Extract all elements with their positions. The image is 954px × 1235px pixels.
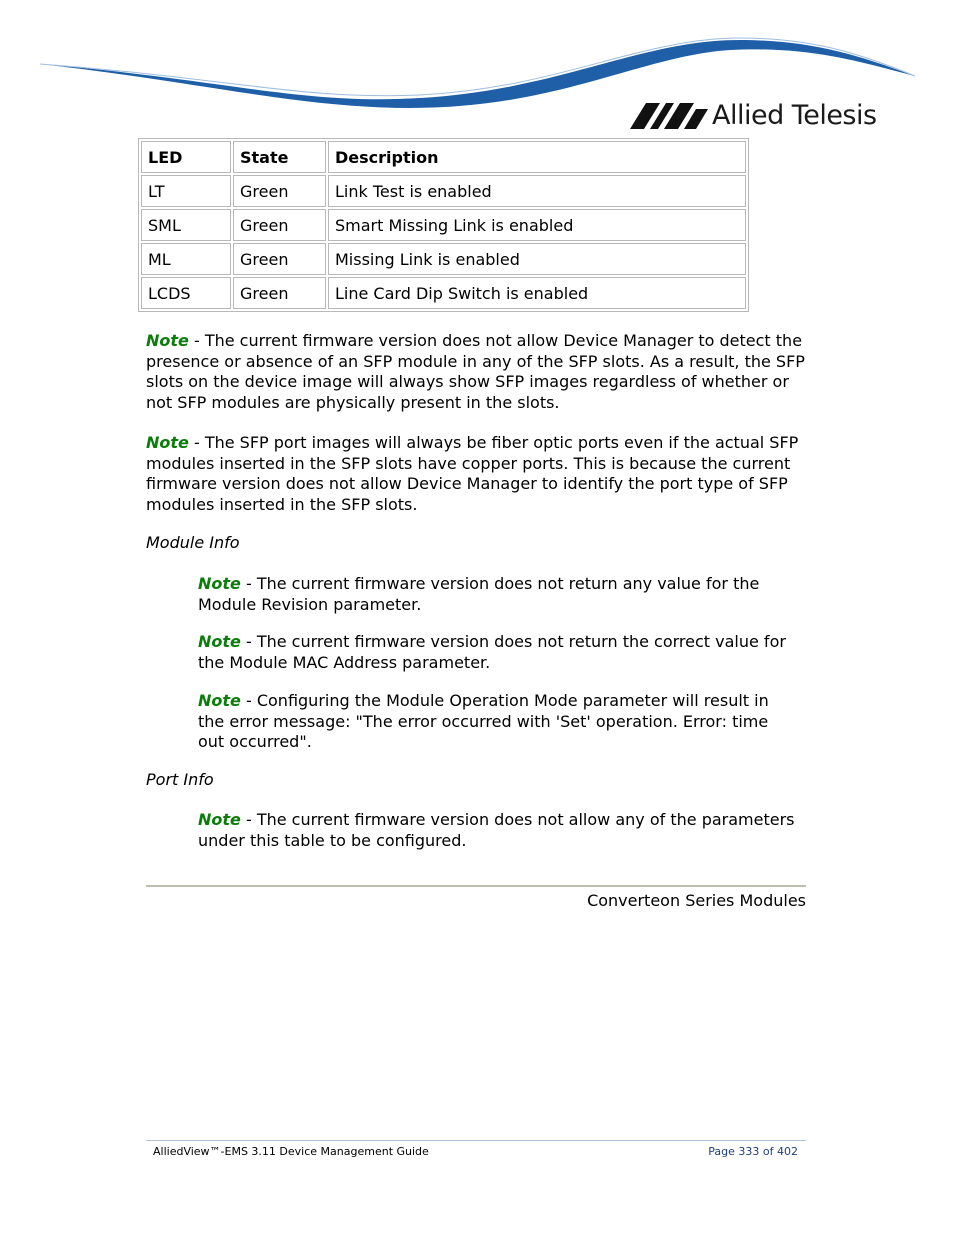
table-cell: Line Card Dip Switch is enabled — [328, 277, 746, 309]
note-text: - The current firmware version does not return any value for the Module Revision parameter. — [198, 574, 760, 614]
footer-guide-title: AlliedView™-EMS 3.11 Device Management Guide — [153, 1145, 429, 1158]
table-cell: SML — [141, 209, 231, 241]
subhead-port-info: Port Info — [146, 770, 214, 789]
note-port-info — [198, 810, 798, 851]
table-row — [141, 277, 746, 309]
footer-divider — [146, 1140, 806, 1141]
table-header-row — [141, 141, 746, 173]
table-row — [141, 243, 746, 275]
note-label: Note — [198, 632, 241, 651]
table-cell: Green — [233, 209, 326, 241]
table-cell: Green — [233, 277, 326, 309]
table-cell: Missing Link is enabled — [328, 243, 746, 275]
allied-telesis-logo — [630, 100, 877, 132]
led-status-table — [138, 138, 749, 312]
logo-text: Allied Telesis — [712, 100, 877, 131]
note-label: Note — [198, 810, 241, 829]
note-text: - The current firmware version does not return the correct value for the Module MAC Address parameter. — [198, 632, 786, 672]
table-cell: Link Test is enabled — [328, 175, 746, 207]
table-row — [141, 175, 746, 207]
section-divider — [146, 885, 806, 887]
footer-page-number: Page 333 of 402 — [708, 1145, 798, 1158]
section-footer-title: Converteon Series Modules — [587, 891, 806, 910]
note-module-revision — [198, 574, 798, 615]
table-cell: Green — [233, 175, 326, 207]
table-cell: LCDS — [141, 277, 231, 309]
table-cell: Smart Missing Link is enabled — [328, 209, 746, 241]
note-label: Note — [198, 574, 241, 593]
column-header: Description — [328, 141, 746, 173]
column-header: State — [233, 141, 326, 173]
note-sfp-presence — [146, 331, 808, 413]
note-module-operation-mode — [198, 691, 798, 753]
note-sfp-port-type — [146, 433, 808, 515]
note-text: - Configuring the Module Operation Mode parameter will result in the error message: "The error occurred with 'Set' operation. Error: time out occurred". — [198, 691, 769, 751]
note-module-mac — [198, 632, 798, 673]
table-cell: LT — [141, 175, 231, 207]
table-cell: Green — [233, 243, 326, 275]
note-label: Note — [146, 331, 189, 350]
subhead-module-info: Module Info — [146, 533, 240, 552]
note-label: Note — [146, 433, 189, 452]
table-cell: ML — [141, 243, 231, 275]
note-label: Note — [198, 691, 241, 710]
column-header: LED — [141, 141, 231, 173]
note-text: - The current firmware version does not allow Device Manager to detect the presence or absence of an SFP module in any of the SFP slots. As a result, the SFP slots on the device image will always show SFP images regardless of whether or not SFP modules are physically present in the slots. — [146, 331, 805, 412]
table-row — [141, 209, 746, 241]
note-text: - The SFP port images will always be fiber optic ports even if the actual SFP modules inserted in the SFP slots have copper ports. This is because the current firmware version does not allow Device Manager to identify the port type of SFP modules inserted in the SFP slots. — [146, 433, 799, 514]
note-text: - The current firmware version does not allow any of the parameters under this table to be configured. — [198, 810, 795, 850]
logo-mark-icon — [630, 101, 708, 131]
